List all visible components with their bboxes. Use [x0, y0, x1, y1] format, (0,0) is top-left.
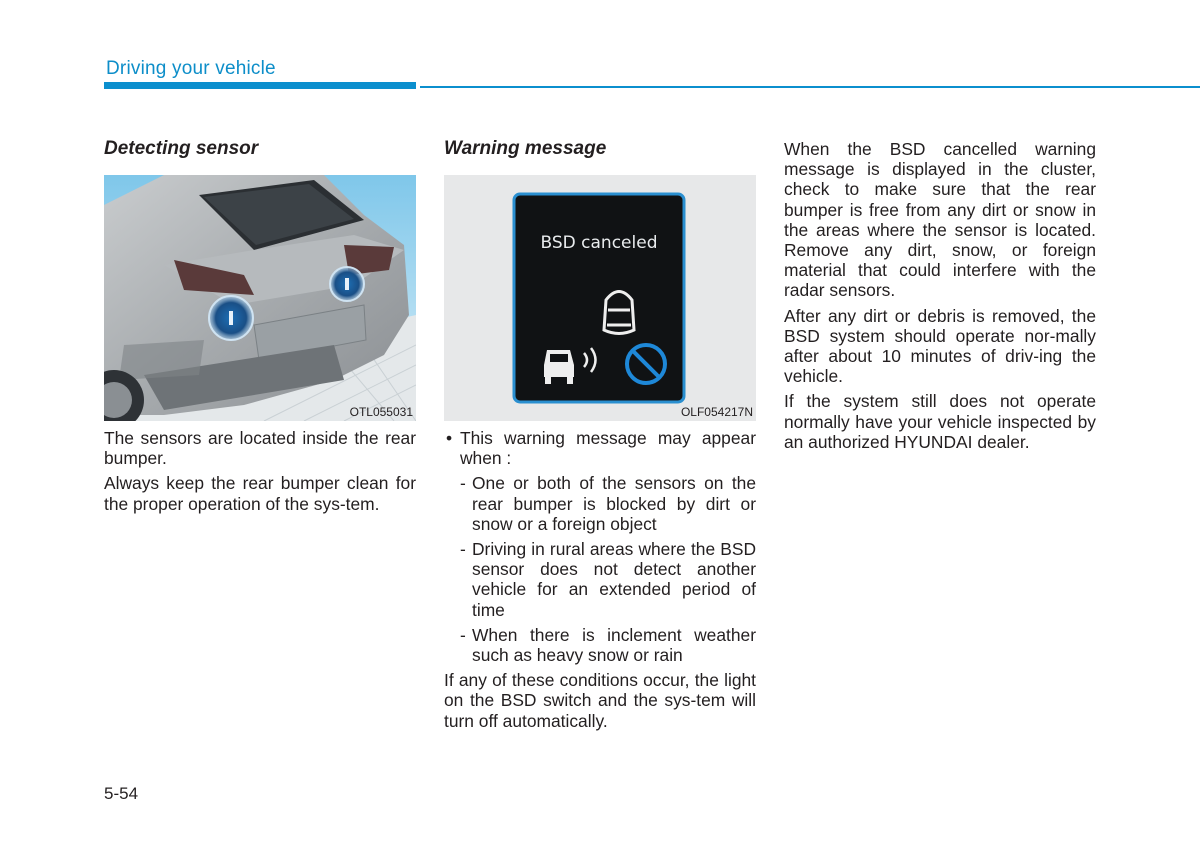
condition-text: Driving in rural areas where the BSD sensor does not detect another vehicle for an extended period of time [472, 539, 756, 620]
dash-marker: - [460, 624, 466, 645]
condition-text: When there is inclement weather such as heavy snow or rain [472, 624, 756, 666]
page-number: 5-54 [104, 784, 139, 803]
middle-column [444, 137, 756, 736]
paragraph: If any of these conditions occur, the light on the BSD switch and the sys-tem will turn off automatically. [444, 670, 756, 731]
figure-code: OLF054217N [680, 405, 753, 419]
section-title: Driving your vehicle [106, 58, 276, 79]
rear-bumper-figure [104, 175, 416, 421]
condition-item [444, 539, 756, 620]
condition-text: One or both of the sensors on the rear bumper is blocked by dirt or snow or a foreign object [472, 473, 756, 534]
paragraph: When the BSD cancelled warning message is displayed in the cluster, check to make sure that the rear bumper is free from any dirt or snow in the areas where the sensor is located. Remove any dirt, snow, or foreign material that could interfere with the radar sensors. [784, 139, 1096, 301]
header-accent-bar [104, 82, 416, 89]
right-column [784, 139, 1096, 457]
header-rule [420, 86, 1200, 88]
detecting-sensor-heading: Detecting sensor [104, 138, 259, 159]
cluster-display-figure [444, 175, 756, 421]
dash-marker: - [460, 539, 466, 560]
car-rear-illustration [104, 175, 416, 421]
left-column [104, 137, 416, 519]
paragraph: The sensors are located inside the rear bumper. [104, 428, 416, 469]
paragraph: If the system still does not operate normally have your vehicle inspected by an authorized HYUNDAI dealer. [784, 391, 1096, 452]
figure-code: OTL055031 [349, 405, 413, 419]
dash-marker: - [460, 473, 466, 494]
paragraph: After any dirt or debris is removed, the BSD system should operate nor-mally after about 10 minutes of driv-ing the vehicle. [784, 305, 1096, 387]
bsd-cluster-illustration [444, 175, 756, 421]
bullet-item: • This warning message may appear when : [444, 428, 756, 468]
warning-message-heading: Warning message [444, 138, 607, 159]
condition-item [444, 473, 756, 534]
display-message: BSD canceled [540, 233, 658, 253]
paragraph: Always keep the rear bumper clean for the proper operation of the sys-tem. [104, 473, 416, 514]
condition-item [444, 625, 756, 665]
